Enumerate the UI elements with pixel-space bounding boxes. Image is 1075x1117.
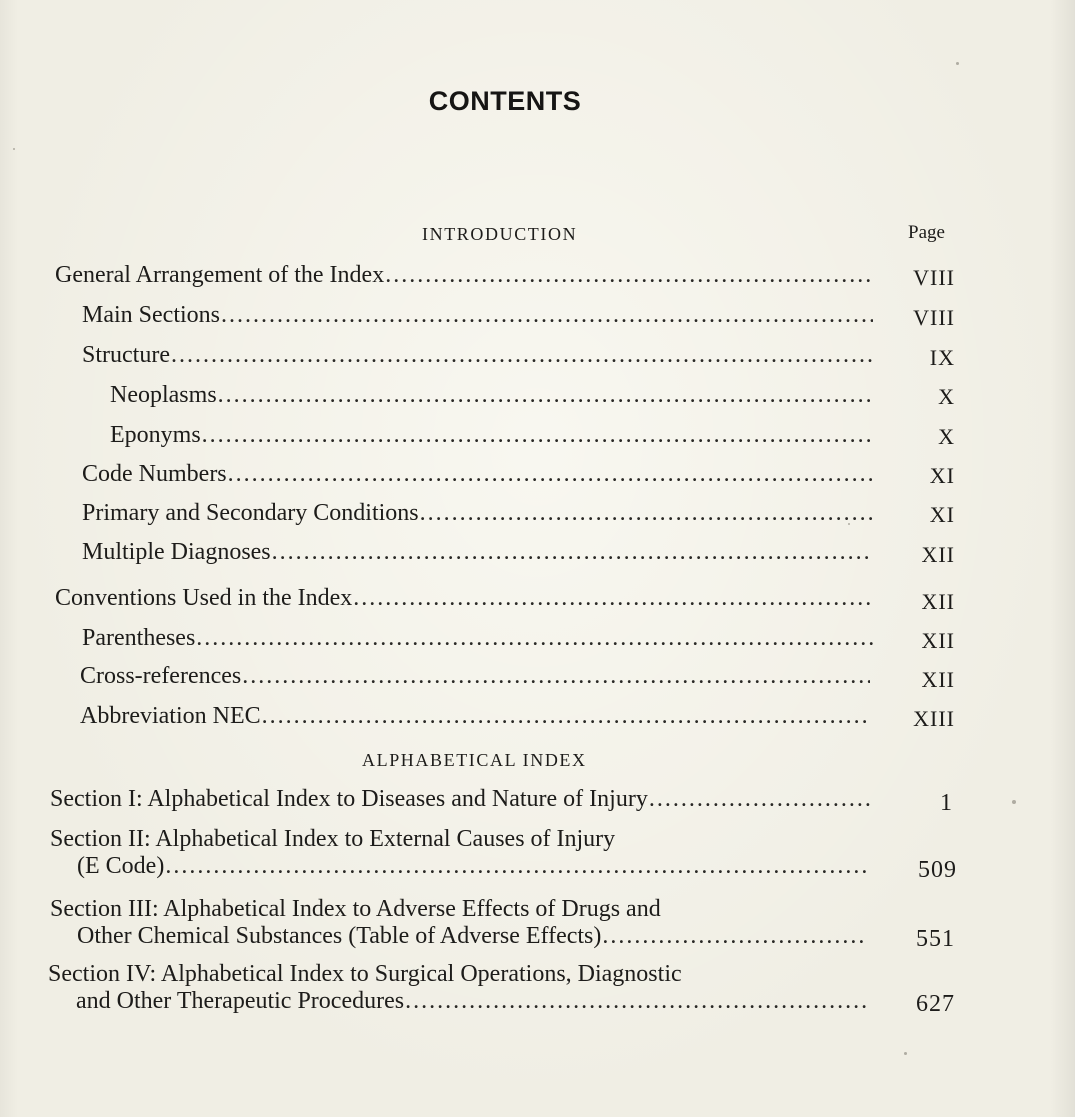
toc-entry bbox=[80, 663, 870, 689]
toc-entry bbox=[82, 461, 873, 487]
toc-section-entry bbox=[77, 853, 870, 879]
toc-entry-label: Multiple Diagnoses bbox=[82, 539, 271, 565]
page-column-heading: Page bbox=[908, 222, 945, 243]
toc-entry bbox=[82, 302, 873, 328]
dot-leader bbox=[228, 461, 873, 487]
dot-leader bbox=[218, 382, 873, 408]
toc-section-label: Section II: Alphabetical Index to External Causes of Injury bbox=[50, 826, 616, 852]
toc-section-entry bbox=[50, 786, 870, 812]
toc-entry-page: XIII bbox=[913, 706, 955, 731]
toc-entry-page: XI bbox=[929, 502, 955, 527]
toc-entry bbox=[82, 539, 873, 565]
paper-speck bbox=[848, 523, 850, 525]
toc-entry-label: General Arrangement of the Index bbox=[55, 262, 385, 288]
toc-entry bbox=[82, 625, 873, 651]
toc-entry bbox=[110, 422, 873, 448]
toc-entry bbox=[82, 342, 873, 368]
page-title: CONTENTS bbox=[428, 86, 582, 116]
toc-entry-page: XII bbox=[921, 628, 955, 653]
toc-entry-page: IX bbox=[929, 345, 955, 370]
toc-section-label: Section III: Alphabetical Index to Adverse Effects of Drugs and bbox=[50, 896, 661, 922]
toc-entry-page: VIII bbox=[913, 305, 955, 330]
dot-leader bbox=[649, 786, 870, 812]
dot-leader bbox=[165, 853, 870, 879]
toc-entry-label: Main Sections bbox=[82, 302, 220, 328]
toc-section-label-continued: (E Code) bbox=[77, 853, 165, 879]
toc-section-label-continued: Other Chemical Substances (Table of Adverse Effects) bbox=[77, 923, 602, 949]
toc-section-page: 627 bbox=[916, 991, 955, 1017]
toc-entry-label: Abbreviation NEC bbox=[80, 703, 261, 729]
toc-entry-label: Neoplasms bbox=[110, 382, 217, 408]
toc-section-page: 509 bbox=[918, 857, 957, 883]
toc-entry-page: X bbox=[938, 424, 955, 449]
alphabetical-index-heading: ALPHABETICAL INDEX bbox=[362, 750, 587, 770]
toc-entry bbox=[80, 703, 870, 729]
paper-speck bbox=[1012, 800, 1016, 804]
toc-entry-label: Conventions Used in the Index bbox=[55, 585, 353, 611]
toc-section-page: 1 bbox=[940, 790, 953, 816]
toc-entry-label: Primary and Secondary Conditions bbox=[82, 500, 419, 526]
toc-entry bbox=[82, 500, 873, 526]
toc-entry-label: Cross-references bbox=[80, 663, 242, 689]
dot-leader bbox=[221, 302, 873, 328]
toc-entry-page: XI bbox=[929, 463, 955, 488]
toc-section-label: Section I: Alphabetical Index to Diseases and Nature of Injury bbox=[50, 786, 648, 812]
dot-leader bbox=[353, 585, 873, 611]
dot-leader bbox=[602, 923, 868, 949]
toc-section-page: 551 bbox=[916, 926, 955, 952]
paper-speck bbox=[904, 1052, 907, 1055]
dot-leader bbox=[405, 988, 868, 1014]
dot-leader bbox=[196, 625, 873, 651]
toc-entry bbox=[110, 382, 873, 408]
toc-section-label: Section IV: Alphabetical Index to Surgical Operations, Diagnostic bbox=[48, 961, 682, 987]
toc-entry-page: XII bbox=[921, 542, 955, 567]
introduction-heading: INTRODUCTION bbox=[422, 224, 578, 244]
paper-speck bbox=[956, 62, 959, 65]
toc-entry-page: XII bbox=[921, 667, 955, 692]
dot-leader bbox=[171, 342, 873, 368]
toc-entry-label: Eponyms bbox=[110, 422, 201, 448]
toc-entry-page: VIII bbox=[913, 265, 955, 290]
dot-leader bbox=[272, 539, 873, 565]
toc-entry-label: Structure bbox=[82, 342, 170, 368]
dot-leader bbox=[202, 422, 873, 448]
toc-entry bbox=[55, 262, 873, 288]
paper-speck bbox=[13, 148, 15, 150]
toc-entry-page: XII bbox=[921, 589, 955, 614]
toc-section-entry bbox=[76, 988, 868, 1014]
toc-entry-page: X bbox=[938, 384, 955, 409]
dot-leader bbox=[262, 703, 870, 729]
dot-leader bbox=[242, 663, 870, 689]
toc-entry-label: Parentheses bbox=[82, 625, 196, 651]
toc-section-entry bbox=[77, 923, 868, 949]
toc-section-label-continued: and Other Therapeutic Procedures bbox=[76, 988, 405, 1014]
toc-entry-label: Code Numbers bbox=[82, 461, 227, 487]
dot-leader bbox=[385, 262, 873, 288]
dot-leader bbox=[420, 500, 873, 526]
toc-entry bbox=[55, 585, 873, 611]
